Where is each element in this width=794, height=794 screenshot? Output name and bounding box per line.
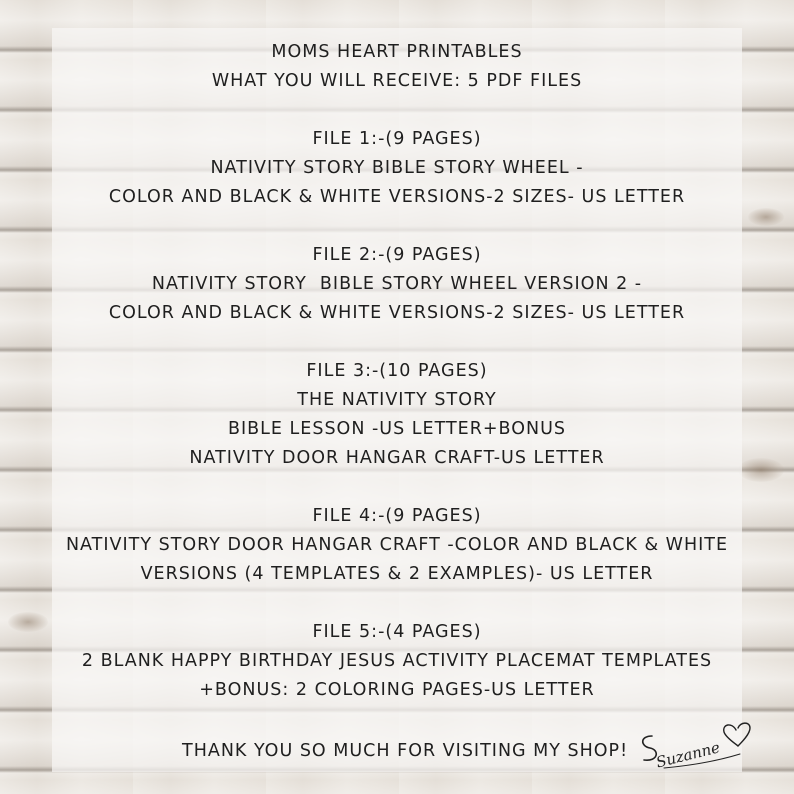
file-4-line: NATIVITY STORY DOOR HANGAR CRAFT -COLOR AND BLACK & WHITE [65, 535, 729, 555]
file-5-line: 2 BLANK HAPPY BIRTHDAY JESUS ACTIVITY PLACEMAT TEMPLATES [81, 651, 713, 671]
file-5-title: FILE 5:-(4 PAGES) [312, 622, 482, 642]
thank-you-message: THANK YOU SO MUCH FOR VISITING MY SHOP! [182, 741, 629, 761]
wood-knot [748, 208, 784, 226]
file-2-line: COLOR AND BLACK & WHITE VERSIONS-2 SIZES- US LETTER [108, 303, 686, 323]
wood-knot [8, 612, 48, 632]
file-3-title: FILE 3:-(10 PAGES) [306, 361, 488, 381]
footer [0, 736, 794, 776]
heart-icon [724, 723, 750, 746]
file-3-line: NATIVITY DOOR HANGAR CRAFT-US LETTER [189, 448, 605, 468]
file-1-line: NATIVITY STORY BIBLE STORY WHEEL - [210, 158, 584, 178]
file-4-title: FILE 4:-(9 PAGES) [312, 506, 482, 526]
file-3-line: BIBLE LESSON -US LETTER+BONUS [227, 419, 567, 439]
wood-knot [738, 458, 784, 482]
signature-text: Suzanne [654, 738, 722, 772]
shop-name: MOMS HEART PRINTABLES [271, 42, 523, 62]
file-1-line: COLOR AND BLACK & WHITE VERSIONS-2 SIZES- US LETTER [108, 187, 686, 207]
product-description [52, 38, 742, 705]
receive-line: WHAT YOU WILL RECEIVE: 5 PDF FILES [211, 71, 583, 91]
file-4-line: VERSIONS (4 TEMPLATES & 2 EXAMPLES)- US LETTER [140, 564, 654, 584]
suzanne-signature [636, 716, 756, 776]
file-2-line: NATIVITY STORY BIBLE STORY WHEEL VERSION 2 - [151, 274, 643, 294]
file-2-title: FILE 2:-(9 PAGES) [312, 245, 482, 265]
file-5-line: +BONUS: 2 COLORING PAGES-US LETTER [199, 680, 595, 700]
file-1-title: FILE 1:-(9 PAGES) [312, 129, 482, 149]
file-3-line: THE NATIVITY STORY [297, 390, 497, 410]
